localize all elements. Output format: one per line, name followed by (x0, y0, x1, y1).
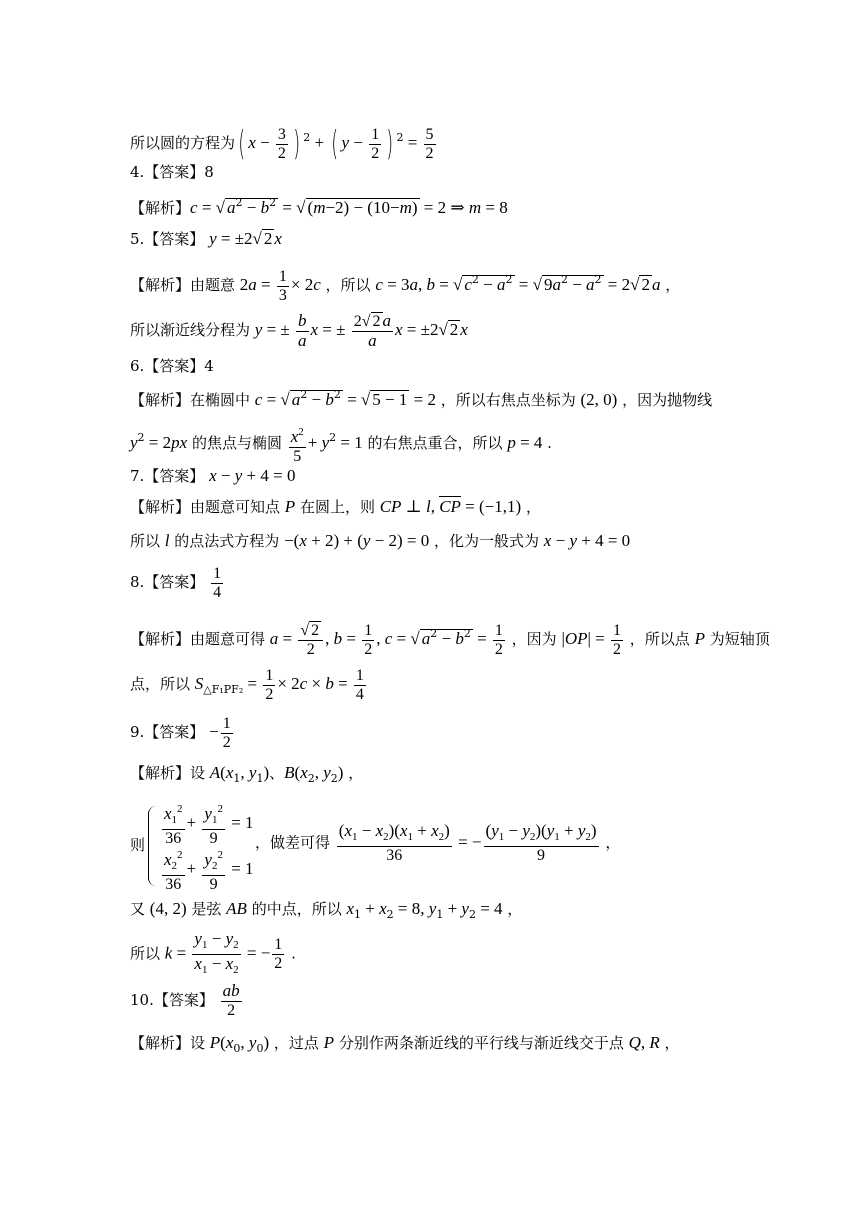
analysis-8-cont: 点，所以 $S_{\triangle F_1PF_2}$ = $\frac{1}{2}$ × 2c × b = $\frac{1}{4}$ (130, 666, 364, 703)
analysis-9-midpoint: 又 (4, 2) 是弦 AB 的中点，所以 $x_1 + x_2 = 8$, $y_1 + y_2 = 4$ ， (130, 899, 523, 921)
analysis-4: 【解析】c = √ $a^2 - b^2$ = √ (m−2) − (10−m) = 2 ⇒ m = 8 (130, 196, 508, 217)
answer-8: 8.【答案】 $\frac{1}{4}$ (130, 564, 222, 601)
answer-10: 10.【答案】 $\frac{ab}{2}$ (130, 981, 240, 1019)
asymptote-line: 所以渐近线分程为 y = ± $\frac{b}{a}$ x = ± $\frac{2√ 2 a}{a}$ x = ±2√ 2 x (130, 310, 468, 350)
analysis-5: 【解析】由题意 2a = $\frac{1}{3}$ × 2c ，所以 c = 3a, b = √ $c^2 - a^2$ = √ $9a^2 - a^2 = 2√$ 2 a ， (130, 267, 681, 304)
system-eq-1: $\frac{x_1^2}{36}$ + $\frac{y_1^2}{9}$ = 1 (160, 800, 820, 840)
system-eq-2: $\frac{x_2^2}{36}$ + $\frac{y_2^2}{9}$ = 1 (160, 846, 820, 886)
analysis-8: 【解析】由题意可得 a = $\frac{√ 2}{2}$ , b = $\frac{1}{2}$ , c = √ $a^2 - b^2$ = $\frac{1}{2}$ ，因为 |OP| = $\frac{1}{2}$ ，所以点 P 为短轴顶 (130, 621, 770, 658)
analysis-9-slope: 所以 k = $\frac{y_1 - y_2}{x_1 - x_2}$ = − $\frac{1}{2}$ . (130, 929, 296, 976)
answer-6: 6.【答案】4 (130, 357, 214, 375)
analysis-7: 【解析】由题意可知点 P 在圆上，则 CP ⊥ l, CP = (−1,1) ， (130, 497, 541, 516)
answer-4: 4.【答案】8 (130, 163, 214, 181)
analysis-10: 【解析】设 $P(x_0$, $y_0$) ，过点 P 分别作两条渐近线的平行线与渐近线交于点 Q, R ， (130, 1033, 680, 1055)
answer-9: 9.【答案】 − $\frac{1}{2}$ (130, 714, 231, 751)
analysis-7-cont: 所以 l 的点法式方程为 −(x + 2) + (y − 2) = 0 ，化为一般式为 x − y + 4 = 0 (130, 531, 631, 550)
analysis-6-cont: $y^2 = 2px$ 的焦点与椭圆 $\frac{x^2}{5}$ + $y^2 = 1$ 的右焦点重合，所以 p = 4 . (130, 418, 820, 458)
answer-5: 5.【答案】 y = ±2√ 2 x (130, 229, 282, 248)
answer-7: 7.【答案】 x − y + 4 = 0 (130, 466, 296, 485)
analysis-6: 【解析】在椭圆中 c = √ $a^2 - b^2$ = √ 5 − 1 = 2 ，所以右焦点坐标为 (2, 0) ，因为抛物线 (130, 388, 713, 409)
text-then: 则 (130, 836, 146, 854)
difference-eq: ，做差可得 $\frac{(x_1 - x_2)(x_1 + x_2)}{36}$ = − $\frac{(y_1 - y_2)(y_1 + y_2)}{9}$ ， (255, 821, 621, 864)
circle-equation-line: 所以圆的方程为( x − $\frac{3}{2}$ ) $^2$ + ( y − $\frac{1}{2}$ ) $^2$ = $\frac{5}{2}$ (130, 124, 434, 164)
analysis-9: 【解析】设 $A(x_1$, $y_1$)、$B(x_2$, $y_2$) ， (130, 763, 364, 785)
text-circle-eq-prefix: 所以圆的方程为 (130, 134, 236, 152)
